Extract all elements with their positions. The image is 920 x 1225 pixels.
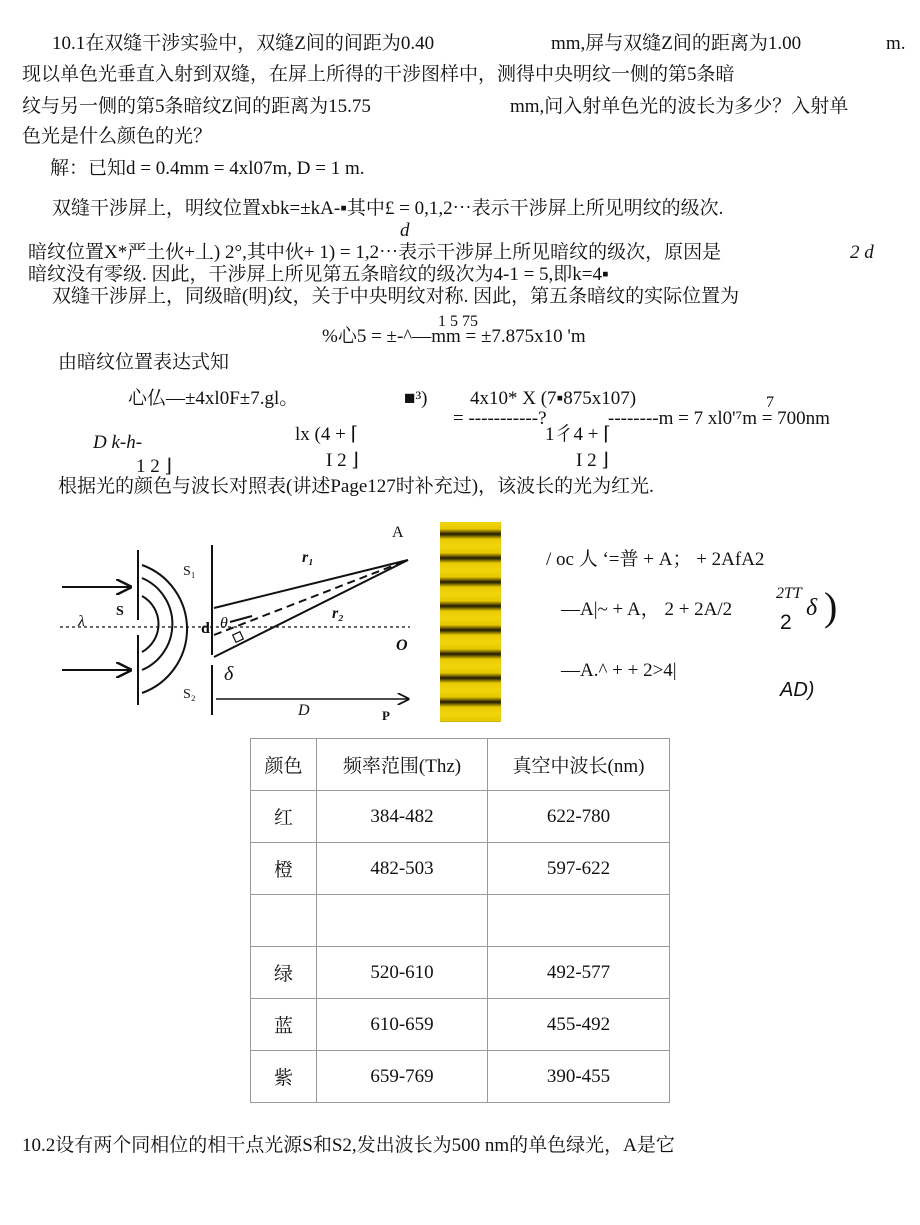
fifth-dark-position: %心5 = ±-^—mm = ±7.875x10 'm [322, 326, 586, 347]
cell-wavelength: 390-455 [488, 1051, 670, 1103]
eq-part-b: ■³) [404, 388, 428, 409]
cell-color: 紫 [251, 1051, 317, 1103]
label-P: P [382, 708, 390, 723]
eq-denominator-1: lx (4 + ⌈ [295, 424, 358, 445]
cell-wavelength [488, 895, 670, 947]
color-wavelength-table [250, 738, 670, 1103]
table-row [251, 1051, 670, 1103]
eq-bracket-2: I 2 ⌋ [326, 450, 359, 471]
label-d: d [201, 620, 210, 637]
conclusion: 根据光的颜色与波长对照表(讲述Page127时补充过)，该波长的光为红光. [58, 476, 654, 497]
label-O: O [396, 637, 408, 654]
table-header-row [251, 739, 670, 791]
cell-frequency: 482-503 [317, 843, 488, 895]
header-wavelength: 真空中波长(nm) [488, 739, 670, 791]
label-r2: r₂ [332, 605, 344, 622]
label-delta: δ [224, 663, 234, 685]
table-row [251, 947, 670, 999]
cell-frequency [317, 895, 488, 947]
eq-part-a: 心仏—±4xl0F±7.gl。 [128, 388, 299, 409]
problem1-line4: 色光是什么颜色的光？ [22, 126, 213, 147]
given: 解：已知d = 0.4mm = 4xl07m, D = 1 m. [50, 158, 365, 179]
cell-wavelength: 455-492 [488, 999, 670, 1051]
eq-numerator: 4x10* X (7▪875x107) [470, 388, 637, 409]
formula-sup: 2TT [776, 585, 802, 602]
eq-sup: 7 [766, 394, 774, 411]
cell-color: 绿 [251, 947, 317, 999]
double-slit-diagram [30, 515, 430, 725]
eq-bracket-1: 1 2 ⌋ [136, 456, 172, 477]
cell-color: 橙 [251, 843, 317, 895]
cell-wavelength: 622-780 [488, 791, 670, 843]
problem1-line2: 现以单色光垂直入射到双缝，在屏上所得的干涉图样中，测得中央明纹一侧的第5条暗 [22, 64, 735, 85]
cell-wavelength: 597-622 [488, 843, 670, 895]
cell-color: 红 [251, 791, 317, 843]
formula-paren: ) [824, 584, 838, 629]
problem1-line3a: 纹与另一侧的第5条暗纹Z间的距离为15.75 [22, 96, 371, 117]
formula-line1: / oc 人 ‘=普 + A； + 2AfA2 [546, 549, 765, 570]
problem1-line1a: 10.1在双缝干涉实验中，双缝Z间的间距为0.40 [52, 33, 435, 54]
label-A: A [392, 524, 404, 541]
formula-two: 2 [780, 611, 792, 634]
symmetry: 双缝干涉屏上，同级暗(明)纹，关于中央明纹对称. 因此，第五条暗纹的实际位置为 [52, 286, 740, 307]
cell-wavelength: 492-577 [488, 947, 670, 999]
cell-color: 蓝 [251, 999, 317, 1051]
eq-bracket-3: I 2 ⌋ [576, 450, 609, 471]
label-theta: θ [220, 615, 228, 632]
d-label: d [400, 220, 410, 241]
formula-delta: δ [806, 595, 818, 621]
label-lambda: λ [78, 613, 85, 630]
problem1-line1b: mm,屏与双缝Z间的距离为1.00 [551, 33, 802, 54]
dark-tail: 2 d [850, 242, 874, 263]
header-frequency: 频率范围(Thz) [317, 739, 488, 791]
from-expression: 由暗纹位置表达式知 [58, 352, 230, 373]
formula-line3: —A.^ + + 2>4| [561, 660, 677, 681]
problem2-line1: 10.2设有两个同相位的相干点光源S和S2,发出波长为500 nm的单色绿光，A是它 [22, 1135, 675, 1156]
dark-fringe-position: 暗纹位置X*严土伙+丄) 2°,其中伙+ 1) = 1,2⋯表示干涉屏上所见暗纹的级次，原因是 [28, 242, 722, 263]
cell-color [251, 895, 317, 947]
eq-result: --------m = 7 xl0'⁷m = 700nm [608, 408, 830, 429]
formula-line2: —A|~ + A， 2 + 2A/2 [561, 599, 733, 620]
eq-dk: D k-h- [93, 432, 143, 453]
label-S: S [116, 604, 124, 619]
formula-line4: AD) [780, 679, 815, 701]
problem1-line1c: m. [886, 33, 906, 54]
label-S2: S₂ [183, 687, 196, 702]
table-row [251, 999, 670, 1051]
cell-frequency: 520-610 [317, 947, 488, 999]
bright-fringe-position: 双缝干涉屏上，明纹位置xbk=±kA-▪其中£ = 0,1,2⋯表示干涉屏上所见明纹的级次. [52, 198, 724, 219]
cell-frequency: 384-482 [317, 791, 488, 843]
fraction-numerator: 1 5 75 [438, 313, 478, 330]
cell-frequency: 659-769 [317, 1051, 488, 1103]
cell-frequency: 610-659 [317, 999, 488, 1051]
table-row [251, 843, 670, 895]
table-row [251, 895, 670, 947]
table-row [251, 791, 670, 843]
label-S1: S₁ [183, 564, 196, 579]
eq-fraction-line: = -----------? [453, 408, 547, 429]
interference-fringes-image [440, 522, 501, 722]
header-color: 颜色 [251, 739, 317, 791]
label-D: D [298, 702, 310, 719]
eq-denominator-2: 1彳4 + ⌈ [545, 424, 611, 445]
problem1-line3b: mm,问入射单色光的波长为多少？入射单 [510, 96, 849, 117]
dark-order: 暗纹没有零级. 因此，干涉屏上所见第五条暗纹的级次为4-1 = 5,即k=4▪ [28, 264, 609, 285]
label-r1: r₁ [302, 549, 314, 566]
